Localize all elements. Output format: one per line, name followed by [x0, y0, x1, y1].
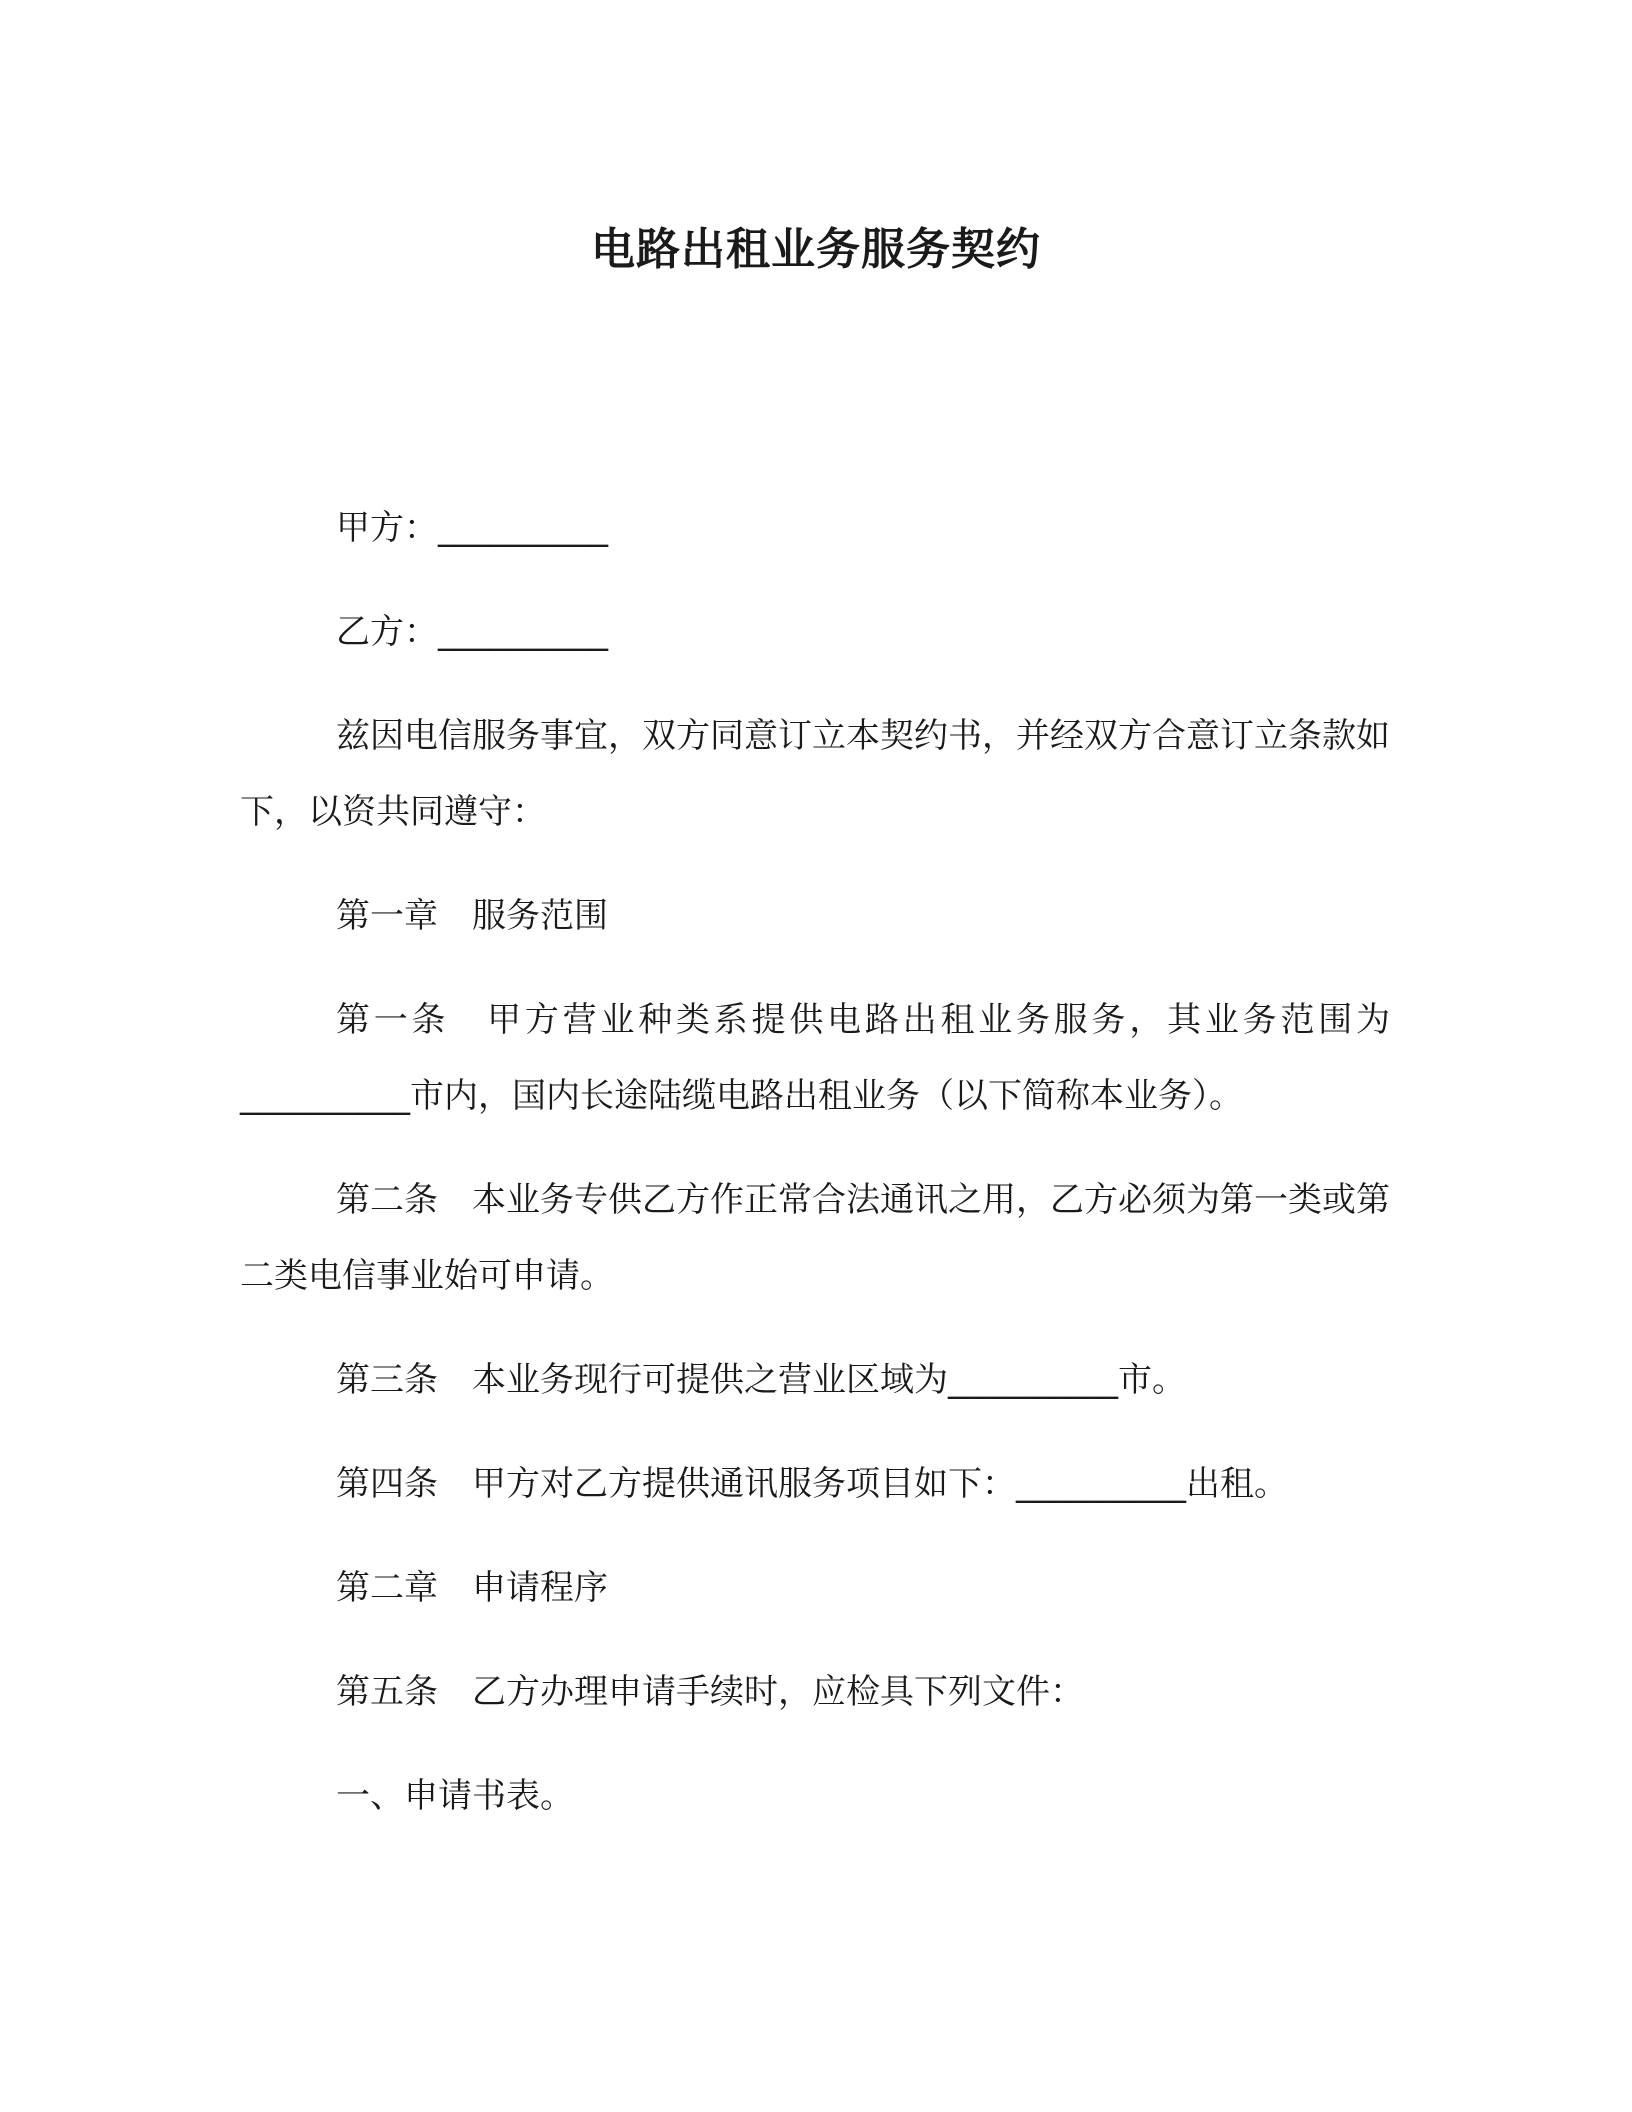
list-item-1: 一、申请书表。 [336, 1776, 574, 1816]
party-a-line: 甲方：__________ [336, 508, 608, 548]
document-body [240, 490, 1390, 1862]
article-3-paragraph: 第三条 本业务现行可提供之营业区域为__________市。 [336, 1360, 1186, 1400]
document-title: 电路出租业务服务契约 [591, 224, 1041, 275]
party-b-line: 乙方：__________ [336, 612, 608, 652]
article-4-paragraph: 第四条 甲方对乙方提供通讯服务项目如下：__________出租。 [336, 1464, 1288, 1504]
chapter-2-heading: 第二章 申请程序 [336, 1568, 608, 1608]
article-1-paragraph: 第一条 甲方营业种类系提供电路出租业务服务，其业务范围为__________市内，国内长途陆缆电路出租业务（以下简称本业务）。 [240, 1000, 1390, 1116]
chapter-1-heading: 第一章 服务范围 [336, 896, 608, 936]
article-2-paragraph: 第二条 本业务专供乙方作正常合法通讯之用，乙方必须为第一类或第二类电信事业始可申请。 [240, 1180, 1390, 1296]
preamble-paragraph: 兹因电信服务事宜，双方同意订立本契约书，并经双方合意订立条款如下，以资共同遵守： [240, 716, 1390, 832]
article-5-paragraph: 第五条 乙方办理申请手续时，应检具下列文件： [336, 1672, 1084, 1712]
